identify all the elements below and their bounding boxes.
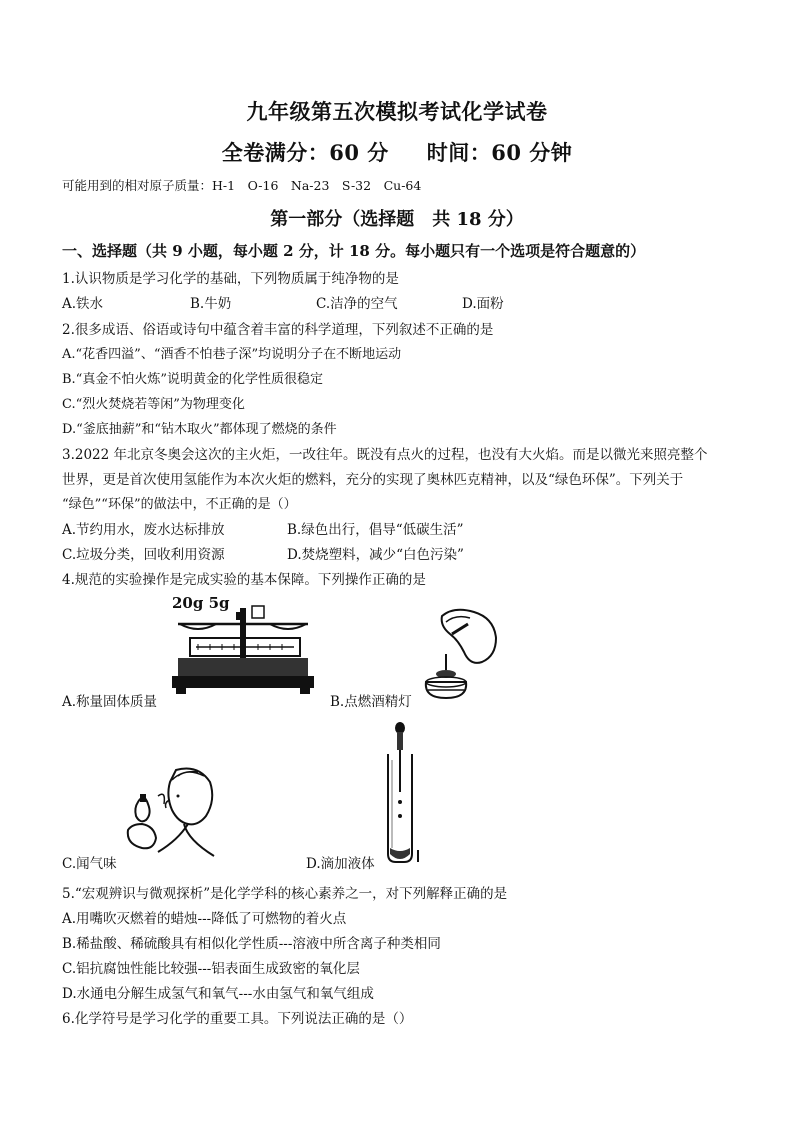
q4-option-a: A.称量固体质量 (62, 694, 158, 710)
q4-option-c: C.闻气味 (62, 856, 117, 872)
smelling-person-icon (118, 760, 218, 860)
q4-stem: 4.规范的实验操作是完成实验的基本保障。下列操作正确的是 (62, 572, 426, 588)
q2-option-b: B.“真金不怕火炼”说明黄金的化学性质很稳定 (62, 372, 323, 387)
q3-option-c: C.垃圾分类，回收利用资源 (62, 547, 225, 563)
q4-option-b: B.点燃酒精灯 (330, 694, 412, 710)
part1-title: 第一部分（选择题 共 18 分） (270, 209, 524, 230)
q3-stem-line2: 世界，更是首次使用氢能作为本次火炬的燃料，充分的实现了奥林匹克精神，以及“绿色环保”。下列关于 (62, 472, 684, 488)
alcohol-lamp-icon (412, 604, 504, 700)
q3-option-d: D.焚烧塑料，减少“白色污染” (287, 547, 464, 563)
q2-option-d: D.“釜底抽薪”和“钻木取火”都体现了燃烧的条件 (62, 422, 337, 437)
q1-option-c: C.洁净的空气 (316, 296, 398, 312)
q3-option-a: A.节约用水，废水达标排放 (62, 522, 225, 538)
q5-option-d: D.水通电分解生成氢气和氧气---水由氢气和氧气组成 (62, 986, 374, 1002)
q5-option-a: A.用嘴吹灭燃着的蜡烛---降低了可燃物的着火点 (62, 911, 347, 927)
exam-score-time (0, 137, 794, 167)
section-header: 一、选择题（共 9 小题，每小题 2 分，计 18 分。每小题只有一个选项是符合题意的） (62, 242, 646, 260)
q6-stem: 6.化学符号是学习化学的重要工具。下列说法正确的是（） (62, 1011, 413, 1027)
q5-option-c: C.铝抗腐蚀性能比较强---铝表面生成致密的氧化层 (62, 961, 360, 977)
balance-icon (168, 594, 318, 704)
q5-stem: 5.“宏观辨识与微观探析”是化学学科的核心素养之一，对下列解释正确的是 (62, 886, 508, 902)
q2-option-c: C.“烈火焚烧若等闲”为物理变化 (62, 397, 245, 412)
q2-option-a: A.“花香四溢”、“酒香不怕巷子深”均说明分子在不断地运动 (62, 347, 402, 362)
q1-option-b: B.牛奶 (190, 296, 232, 312)
alcohol-lamp-figure (412, 604, 504, 700)
q5-option-b: B.稀盐酸、稀硫酸具有相似化学性质---溶液中所含离子种类相同 (62, 936, 441, 952)
dropper-figure (378, 720, 422, 866)
q2-stem: 2.很多成语、俗语或诗句中蕴含着丰富的科学道理，下列叙述不正确的是 (62, 322, 494, 338)
q1-option-a: A.铁水 (62, 296, 104, 312)
atomic-masses: 可能用到的相对原子质量：H-1 O-16 Na-23 S-32 Cu-64 (62, 178, 422, 193)
q3-stem-line3: “绿色”“环保”的做法中，不正确的是（） (62, 497, 297, 512)
exam-score: 全卷满分：60 分 (221, 140, 389, 165)
smelling-figure (118, 760, 218, 860)
q1-option-d: D.面粉 (462, 296, 504, 312)
dropper-test-tube-icon (378, 720, 422, 866)
q4-option-d: D.滴加液体 (306, 856, 375, 872)
balance-figure (168, 594, 318, 704)
balance-weights-label: 20g 5g (172, 594, 230, 612)
q3-stem-line1: 3.2022 年北京冬奥会这次的主火炬，一改往年。既没有点火的过程，也没有大火焰。而是以微光来照亮整个 (62, 447, 708, 463)
exam-title: 九年级第五次模拟考试化学试卷 (246, 99, 548, 124)
q3-option-b: B.绿色出行，倡导“低碳生活” (287, 522, 464, 538)
exam-time: 时间：60 分钟 (426, 140, 573, 165)
q1-stem: 1.认识物质是学习化学的基础，下列物质属于纯净物的是 (62, 271, 399, 287)
